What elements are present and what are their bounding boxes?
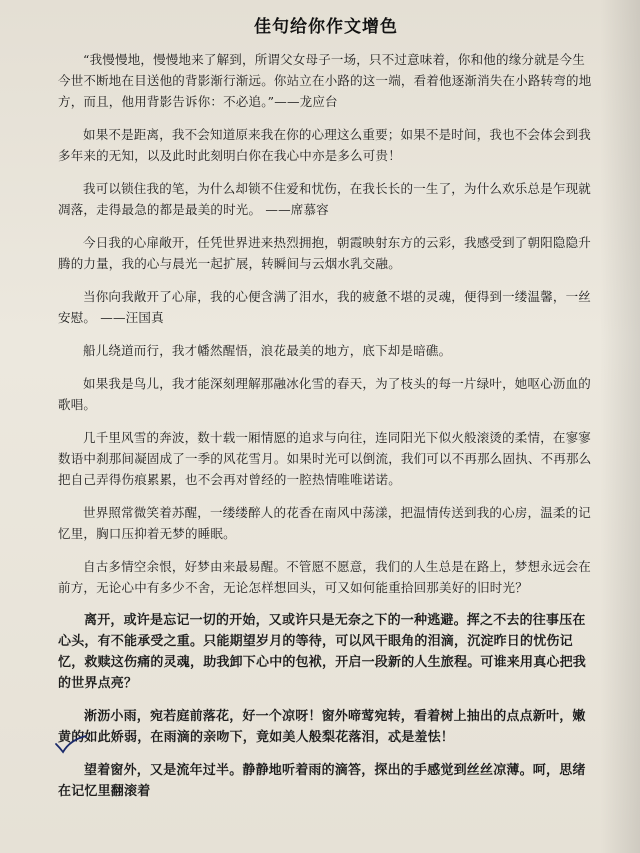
paragraph-7: 如果我是鸟儿，我才能深刻理解那融冰化雪的春天，为了枝头的每一片绿叶，她呕心沥血的歌唱。 — [58, 376, 592, 412]
paragraph-6: 船儿绕道而行，我才幡然醒悟，浪花最美的地方，底下却是暗礁。 — [83, 343, 452, 358]
paragraph-12: 淅沥小雨，宛若庭前落花，好一个凉呀！窗外啼莺宛转，看着树上抽出的点点新叶，嫩黄的如此娇弱，在雨滴的亲吻下，竟如美人般梨花落泪，忒是羞怯！ — [58, 709, 586, 745]
page-shadow — [600, 0, 640, 853]
paragraph-10: 自古多情空余恨，好梦由来最易醒。不管愿不愿意，我们的人生总是在路上，梦想永远会在前方，无论心中有多少不舍，无论怎样想回头，可又如何能重拾回那美好的旧时光？ — [58, 559, 592, 595]
paragraph-5: 当你向我敞开了心扉，我的心便含满了泪水，我的疲惫不堪的灵魂，便得到一缕温馨，一丝安慰。 ——汪国真 — [58, 289, 592, 325]
paragraph-11: 离开，或许是忘记一切的开始，又或许只是无奈之下的一种逃避。挥之不去的往事压在心头，有不能承受之重。只能期望岁月的等待，可以风干眼角的泪滴，沉淀昨日的忧伤记忆，救赎这伤痛的灵魂，助我卸下心中的包袱，开启一段新的人生旅程。可谁来用真心把我的世界点亮？ — [58, 613, 587, 691]
paragraph-1: “我慢慢地，慢慢地来了解到，所谓父女母子一场，只不过意味着，你和他的缘分就是今生今世不断地在目送他的背影渐行渐远。你站立在小路的这一端，看着他逐渐消失在小路转弯的地方，而且，他用背影告诉你：不必追。”——龙应台 — [58, 52, 592, 109]
paragraph-13: 望着窗外，又是流年过半。静静地听着雨的滴答，探出的手感觉到丝丝凉薄。呵，思绪在记忆里翻滚着 — [58, 763, 586, 799]
page-title: 佳句给你作文增色 — [254, 17, 398, 37]
paragraph-8: 几千里风雪的奔波，数十载一厢情愿的追求与向往，连同阳光下似火般滚烫的柔情，在寥寥数语中刹那间凝固成了一季的风花雪月。如果时光可以倒流，我们可以不再那么固执、不再那么把自己弄得伤痕累累，也不会再对曾经的一腔热情唯唯诺诺。 — [58, 430, 592, 487]
paragraph-3: 我可以锁住我的笔，为什么却锁不住爱和忧伤，在我长长的一生了，为什么欢乐总是乍现就凋落，走得最急的都是最美的时光。 ——席慕容 — [58, 181, 592, 217]
paragraph-9: 世界照常微笑着苏醒，一缕缕醉人的花香在南风中荡漾，把温情传送到我的心房，温柔的记忆里，胸口压抑着无梦的睡眠。 — [58, 505, 592, 541]
paragraph-2: 如果不是距离，我不会知道原来我在你的心理这么重要；如果不是时间，我也不会体会到我多年来的无知，以及此时此刻明白你在我心中亦是多么可贵！ — [58, 127, 592, 163]
pen-check-mark — [54, 734, 88, 754]
paragraph-4: 今日我的心扉敞开，任凭世界进来热烈拥抱，朝霞映射东方的云彩，我感受到了朝阳隐隐升腾的力量，我的心与晨光一起扩展，转瞬间与云烟水乳交融。 — [58, 235, 592, 271]
